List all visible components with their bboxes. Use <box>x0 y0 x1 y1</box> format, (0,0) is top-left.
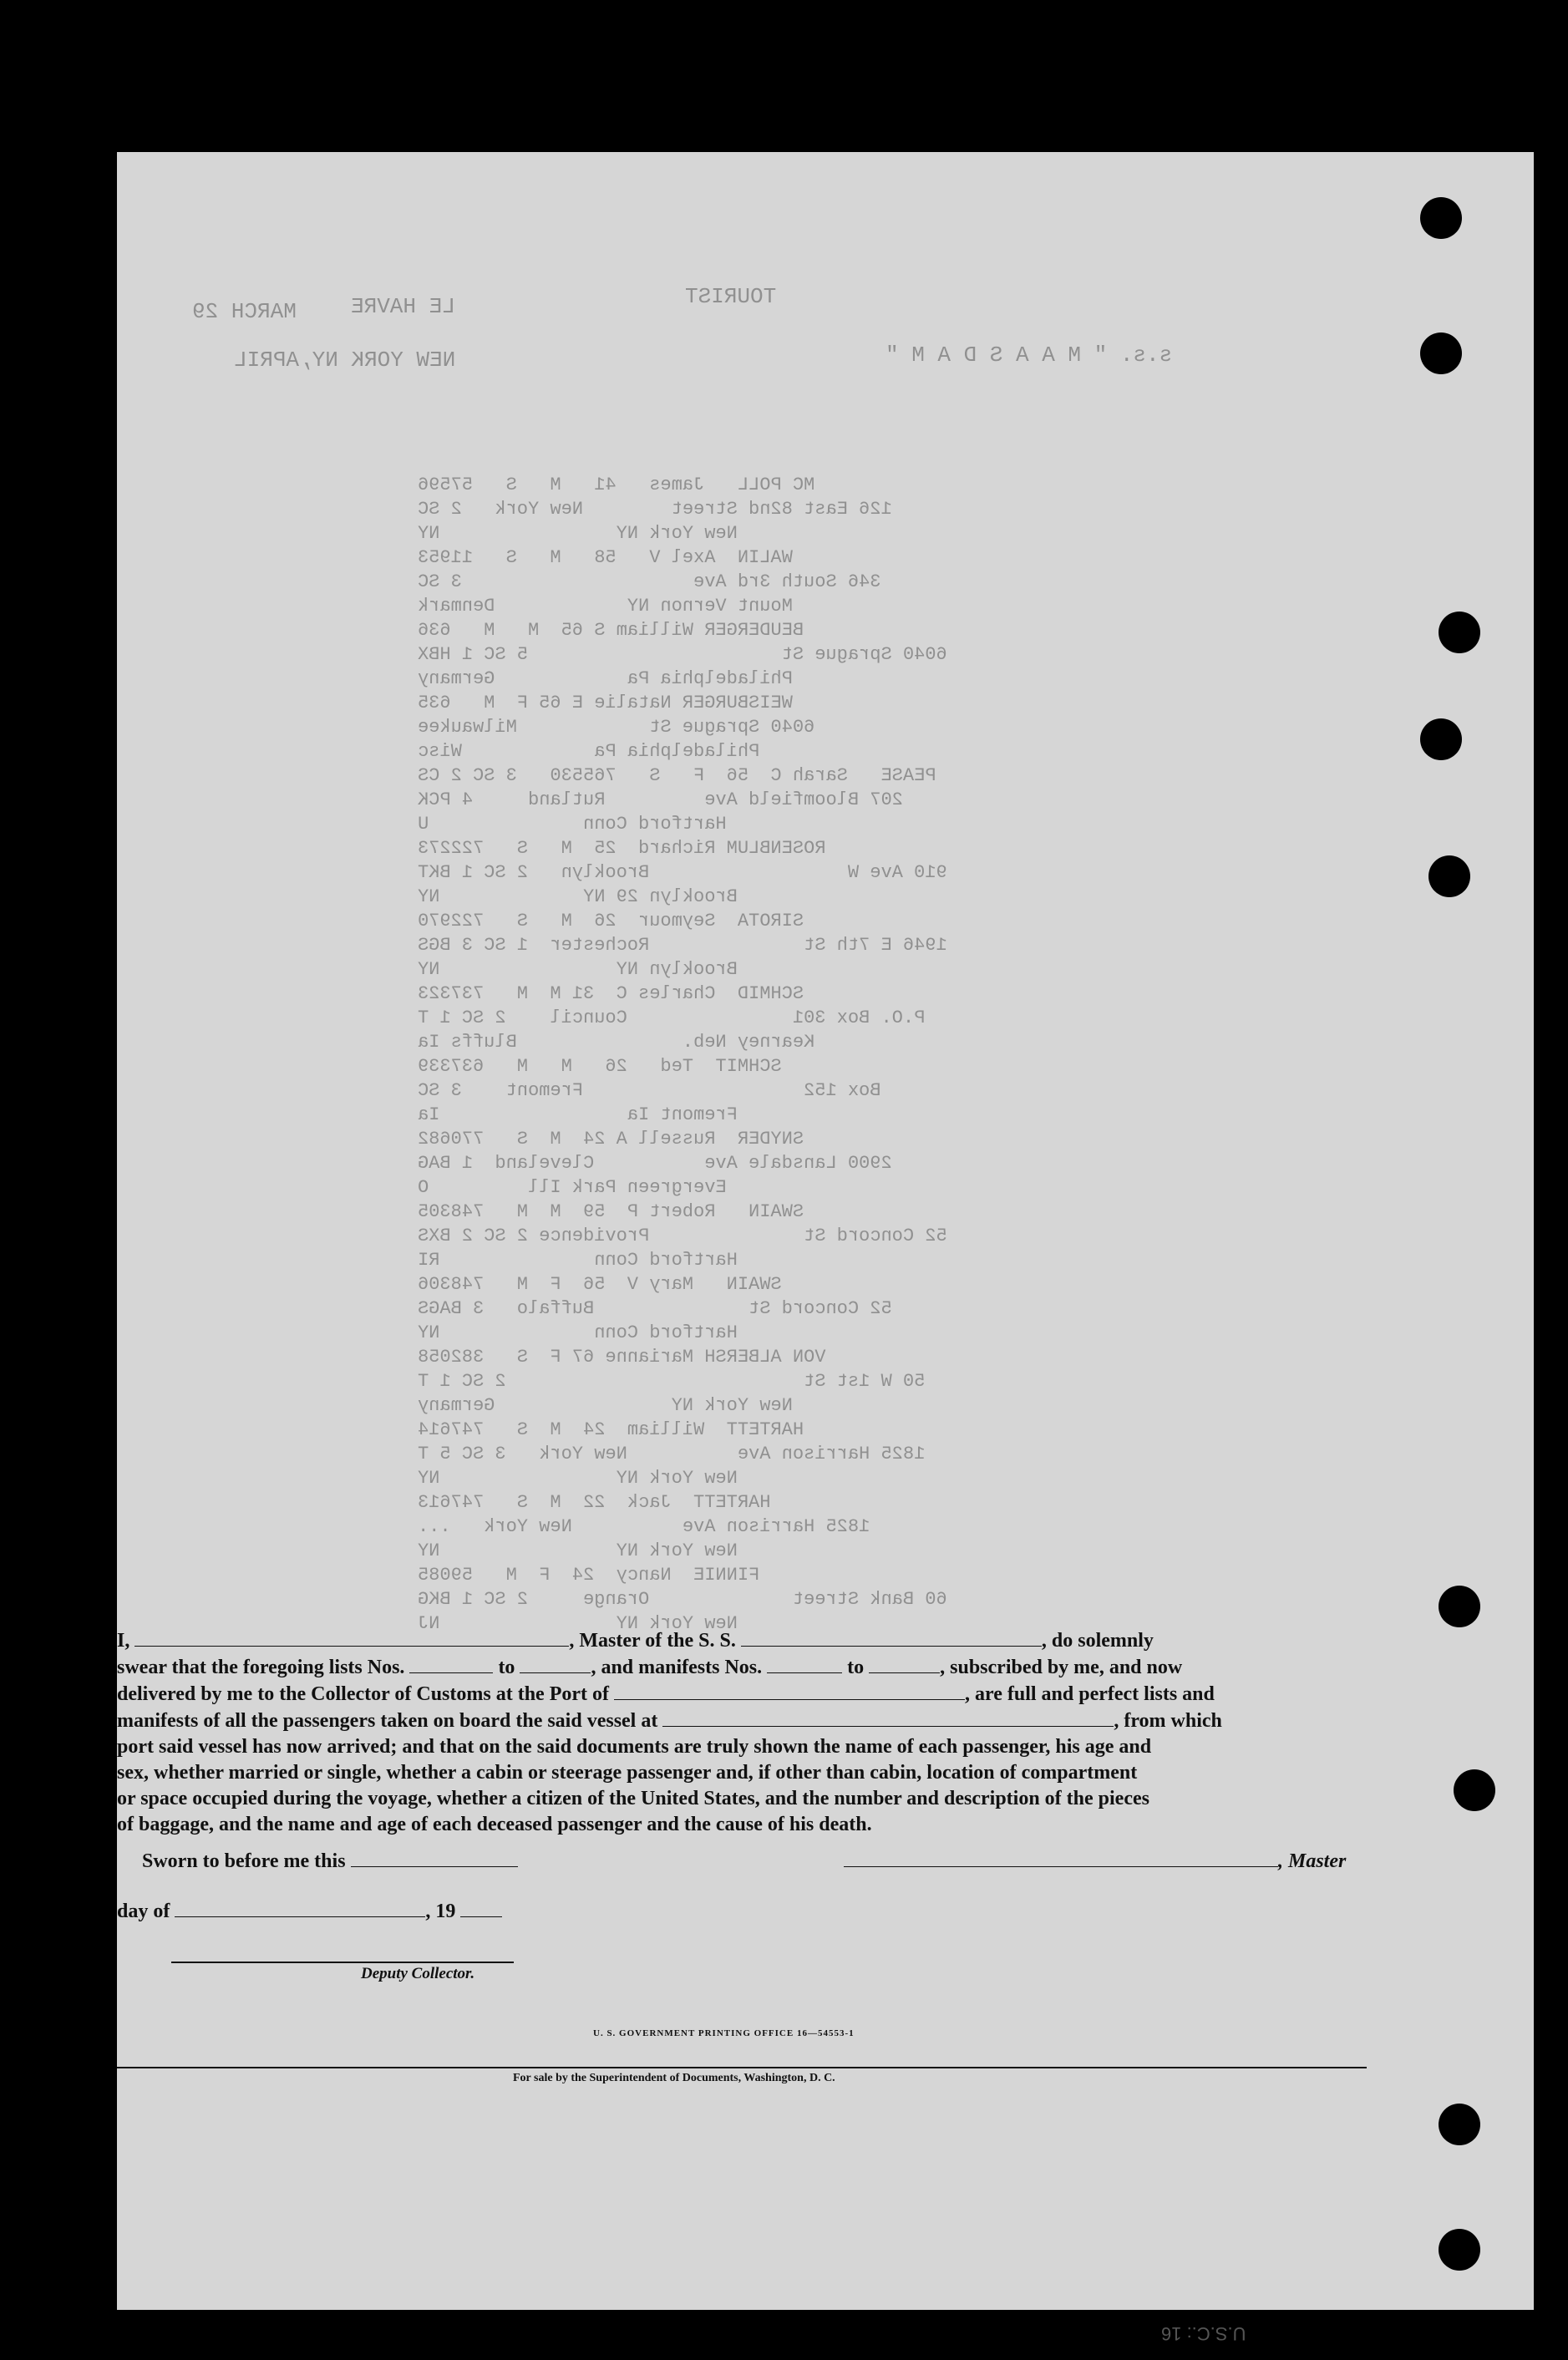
bleed-row: New York NY NY <box>418 523 738 544</box>
bleed-row: Hartford Conn NY <box>418 1322 738 1343</box>
oath-line-8: of baggage, and the name and age of each deceased passenger and the cause of his death. <box>117 1814 872 1835</box>
bleed-row: 207 Bloomfield Ave Rutland 4 PCK <box>418 789 903 810</box>
bleed-header-class: TOURIST <box>685 284 777 309</box>
bleed-row: MC POLL James 41 M S 57596 <box>418 475 815 495</box>
oath-line-1: I, , Master of the S. S. , do solemnly <box>117 1627 1370 1654</box>
list-from-field[interactable] <box>409 1654 493 1673</box>
punch-hole <box>1420 332 1462 374</box>
departure-port-field[interactable] <box>662 1708 1114 1727</box>
sworn-date-field[interactable] <box>351 1848 518 1867</box>
punch-hole <box>1454 1769 1495 1811</box>
master-signature-line: , Master <box>844 1848 1346 1873</box>
bleed-row: 6040 Sprague St Milwaukee <box>418 717 815 738</box>
bleed-row: VON ALBERSH Marianne 67 F S 382058 <box>418 1347 826 1368</box>
bleed-row: 1825 Harrison Ave New York 3 SC 5 T <box>418 1444 926 1464</box>
bleed-header-port: NEW YORK NY,APRIL <box>234 348 456 373</box>
bleed-header-from: LE HAVRE <box>351 294 455 319</box>
oath-line-5: port said vessel has now arrived; and that on the said documents are truly shown the name of each passenger, his age and <box>117 1736 1152 1758</box>
bleed-row: Box 152 Fremont 3 SC <box>418 1080 881 1101</box>
punch-hole <box>1439 2229 1480 2271</box>
bleed-row: New York NY Germany <box>418 1395 793 1416</box>
master-name-field[interactable] <box>134 1627 569 1647</box>
oath-line-7: or space occupied during the voyage, whether a citizen of the United States, and the number and description of the pieces <box>117 1788 1149 1809</box>
bleed-row: PEASE Sarah C 56 F S 765530 3 SC 2 CS <box>418 765 936 786</box>
punch-hole <box>1439 2104 1480 2145</box>
list-to-field[interactable] <box>520 1654 591 1673</box>
punch-hole <box>1439 1586 1480 1627</box>
bleed-row: SWAIN Mary V 56 F M 748306 <box>418 1274 782 1295</box>
master-signature-field[interactable] <box>844 1848 1278 1867</box>
bleed-row: HARTETT Jack 22 M S 747613 <box>418 1492 771 1513</box>
deputy-collector-label: Deputy Collector. <box>361 1965 475 1982</box>
bleed-row: Hartford Conn U <box>418 814 727 835</box>
bleed-row: ROSENBLUM Richard 25 M S 722273 <box>418 838 826 859</box>
bleed-row: 1825 Harrison Ave New York ... <box>418 1516 870 1537</box>
bleed-row: 1946 E 7th St Rochester 1 SC 3 BGS <box>418 935 947 956</box>
deputy-signature-rule <box>171 1962 514 1963</box>
bleed-row: New York NY NJ <box>418 1613 738 1634</box>
punch-hole <box>1439 612 1480 653</box>
bleed-row: SIROTA Seymour 26 M S 722970 <box>418 911 804 931</box>
oath-line-3: delivered by me to the Collector of Customs at the Port of , are full and perfect lists and <box>117 1681 1370 1708</box>
bleed-row: 52 Concord St Buffalo 3 BAGS <box>418 1298 892 1319</box>
bleed-row: Philadelphia Pa Germany <box>418 668 793 689</box>
oath-paragraph <box>117 1627 1370 1838</box>
bleed-row: Fremont Ia Ia <box>418 1104 738 1125</box>
bleed-row: SCHMID Charles C 31 M M 737323 <box>418 983 804 1004</box>
manifest-to-field[interactable] <box>869 1654 940 1673</box>
bleed-row: Philadelphia Pa Wisc <box>418 741 760 762</box>
bleed-row: FINNIE Nancy 24 F M 59085 <box>418 1565 760 1586</box>
bleed-row: SCHMIT Ted 26 M M 637339 <box>418 1056 782 1077</box>
manifest-from-field[interactable] <box>767 1654 842 1673</box>
punch-hole <box>1420 197 1462 239</box>
bleed-row: SWAIN Robert P 59 M M 748305 <box>418 1201 804 1222</box>
bleed-row: 50 W 1st St 2 SC 1 T <box>418 1371 926 1392</box>
oath-line-2: swear that the foregoing lists Nos. to , and manifests Nos. to , subscribed by me, and now <box>117 1654 1370 1681</box>
bleed-row: BEUDERGER William S 65 M M 636 <box>418 620 804 641</box>
oath-line-6: sex, whether married or single, whether a cabin or steerage passenger and, if other than cabin, location of compartment <box>117 1762 1138 1784</box>
bleed-row: Brooklyn 29 NY NY <box>418 886 738 907</box>
punch-hole <box>1428 855 1470 897</box>
bleed-row: P.O. Box 301 Council 2 SC 1 T <box>418 1007 926 1028</box>
bleed-header-date: MARCH 29 <box>192 299 297 324</box>
bleed-row: 910 Ave W Brooklyn 2 SC 1 BKT <box>418 862 947 883</box>
bleed-row: 52 Concord St Providence 2 SC 2 BXS <box>418 1226 947 1246</box>
bleed-row: HARTETT William 24 M S 747614 <box>418 1419 804 1440</box>
day-of-line: day of , 19 <box>117 1898 502 1923</box>
bleed-row: 346 South 3rd Ave 3 SC <box>418 571 881 592</box>
bleed-header-ship: s.s. " M A A S D A M " <box>885 343 1173 368</box>
bleed-row: Brooklyn NY NY <box>418 959 738 980</box>
bleed-row: 126 East 82nd Street New York 2 SC <box>418 499 892 520</box>
punch-hole <box>1420 718 1462 760</box>
ship-name-field[interactable] <box>741 1627 1042 1647</box>
bleed-row: New York NY NY <box>418 1468 738 1489</box>
sworn-label: Sworn to before me this <box>142 1848 518 1873</box>
bleed-row: 60 Bank Street Orange 2 SC 1 BKG <box>418 1589 947 1610</box>
corner-stamp: U.S.C.: 16 <box>1161 2323 1246 2344</box>
bleed-row: WEISBURGER Natalie E 65 F M 635 <box>418 693 793 713</box>
sale-notice: For sale by the Superintendent of Documents, Washington, D. C. <box>513 2072 835 2084</box>
footer-rule <box>117 2067 1367 2068</box>
printing-office-label: U. S. GOVERNMENT PRINTING OFFICE 16—54553-1 <box>593 2028 855 2038</box>
year-field[interactable] <box>460 1898 502 1917</box>
bleed-row: New York NY NY <box>418 1540 738 1561</box>
day-of-field[interactable] <box>175 1898 425 1917</box>
bleed-row: WALIN Axel V 58 M S 11953 <box>418 547 793 568</box>
bleed-row: 6040 Sprague St 5 SC 1 HBX <box>418 644 947 665</box>
bleed-row: 2900 Lansdale Ave Cleveland 1 BAG <box>418 1153 892 1174</box>
oath-line-4: manifests of all the passengers taken on board the said vessel at , from which <box>117 1708 1370 1734</box>
bleed-row: Mount Vernon NY Denmark <box>418 596 793 617</box>
bleed-row: Hartford Conn RI <box>418 1250 738 1271</box>
port-field[interactable] <box>614 1681 965 1700</box>
bleed-row: Evergreen Park Ill O <box>418 1177 727 1198</box>
bleed-row: SNYDER Russell A 24 M S 770682 <box>418 1129 804 1150</box>
bleed-row: Kearney Neb. Bluffs Ia <box>418 1032 815 1053</box>
